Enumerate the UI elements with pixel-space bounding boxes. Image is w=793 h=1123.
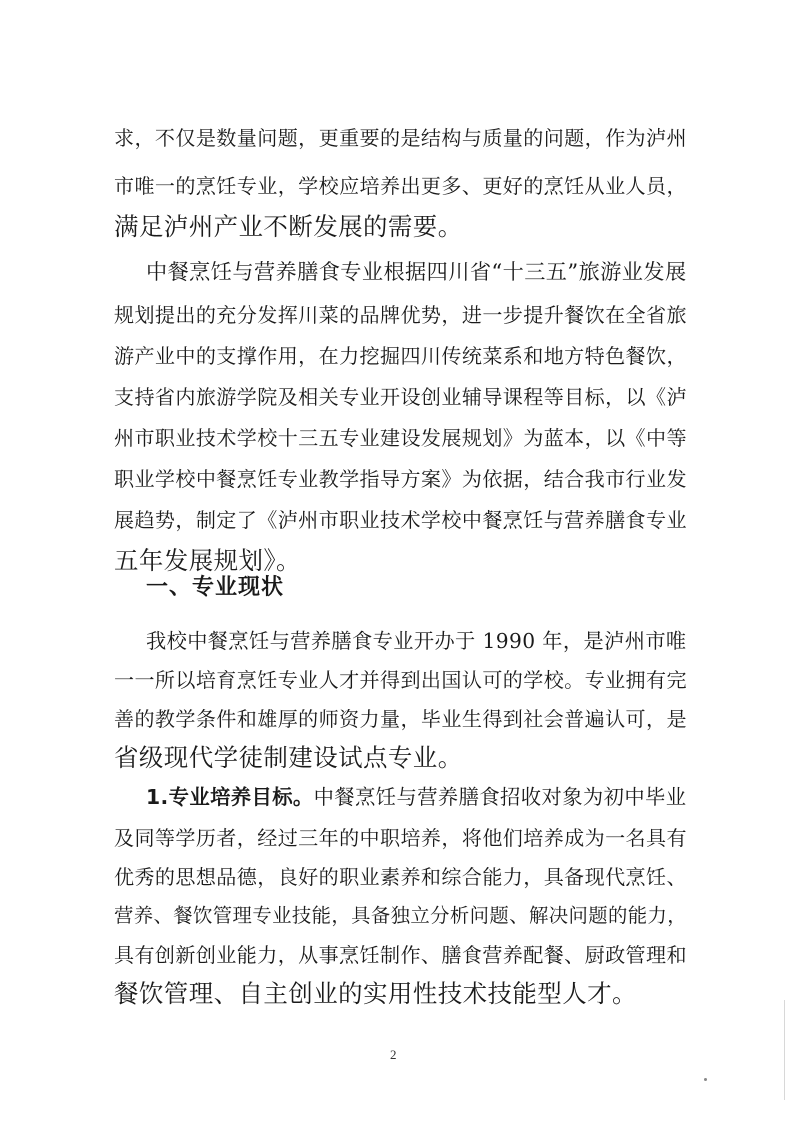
text-line: 及同等学历者，经过三年的中职培养，将他们培养成为一名具有: [114, 826, 687, 850]
text-line: 具有创新创业能力，从事烹饪制作、膳食营养配餐、厨政管理和: [114, 943, 687, 967]
scan-speck: [704, 1078, 707, 1081]
text-line: 善的教学条件和雄厚的师资力量，毕业生得到社会普遍认可，是: [114, 707, 687, 731]
text-line: 优秀的思想品德，良好的职业素养和综合能力，具备现代烹饪、: [114, 865, 687, 889]
section-heading: 一、专业现状: [146, 575, 285, 600]
scan-edge: [784, 1000, 785, 1100]
text-line: 我校中餐烹饪与营养膳食专业开办于 1990 年，是泸州市唯: [146, 629, 687, 653]
text-line: 省级现代学徒制建设试点专业。: [114, 743, 463, 772]
text-line: 求，不仅是数量问题，更重要的是结构与质量的问题，作为泸州: [114, 126, 687, 150]
text-line: 一一所以培育烹饪专业人才并得到出国认可的学校。专业拥有完: [114, 668, 687, 692]
text-line: 支持省内旅游学院及相关专业开设创业辅导课程等目标，以《泸: [114, 385, 687, 409]
text-line: [146, 782, 686, 812]
text-line: 州市职业技术学校十三五专业建设发展规划》为蓝本，以《中等: [114, 426, 687, 450]
text-line: 职业学校中餐烹饪专业教学指导方案》为依据，结合我市行业发: [114, 467, 687, 491]
text-line: 满足泸州产业不断发展的需要。: [114, 212, 463, 241]
text-line: 展趋势，制定了《泸州市职业技术学校中餐烹饪与营养膳食专业: [114, 508, 687, 532]
text-run: 中餐烹饪与营养膳食招收对象为初中毕业: [313, 785, 687, 809]
text-line: 餐饮管理、自主创业的实用性技术技能型人才。: [114, 979, 637, 1008]
text-line: 规划提出的充分发挥川菜的品牌优势，进一步提升餐饮在全省旅: [114, 303, 687, 327]
text-line: 五年发展规划》。: [114, 546, 301, 575]
text-line: 市唯一的烹饪专业，学校应培养出更多、更好的烹饪从业人员，: [114, 174, 687, 198]
text-line: 游产业中的支撑作用，在力挖掘四川传统菜系和地方特色餐饮，: [114, 344, 687, 368]
text-line: 中餐烹饪与营养膳食专业根据四川省“十三五”旅游业发展: [146, 259, 687, 284]
text-line: 营养、餐饮管理专业技能，具备独立分析问题、解决问题的能力，: [114, 904, 688, 927]
subsection-lead: 1.专业培养目标。: [146, 785, 314, 809]
page-number: 2: [390, 1047, 397, 1062]
